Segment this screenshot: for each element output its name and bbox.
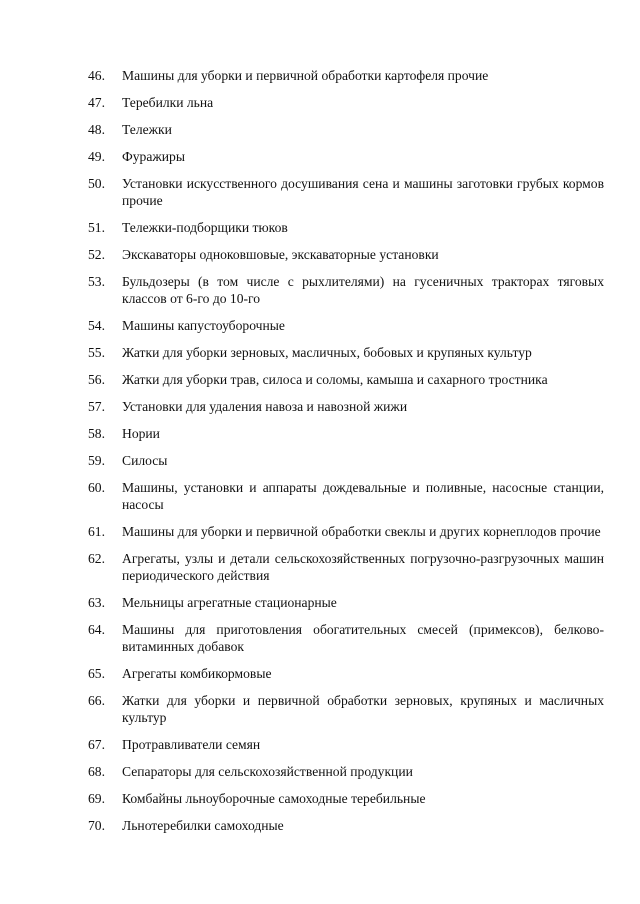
item-text: Экскаваторы одноковшовые, экскаваторные установки [122,247,439,262]
item-number: 59. [88,453,105,468]
list-item [88,148,604,165]
item-number: 52. [88,247,105,262]
item-text: Сепараторы для сельскохозяйственной продукции [122,764,413,779]
list-item [88,452,604,469]
list-item [88,344,604,361]
item-text: Силосы [122,453,168,468]
item-number: 62. [88,551,105,566]
item-text: Бульдозеры (в том числе с рыхлителями) на гусеничных тракторах тяговых классов от 6-го до 10-го [122,274,604,306]
list-item [88,425,604,442]
item-text: Машины капустоуборочные [122,318,285,333]
item-text: Нории [122,426,160,441]
list-item [88,317,604,334]
item-text: Установки для удаления навоза и навозной жижи [122,399,408,414]
list-item [88,523,604,540]
item-number: 65. [88,666,105,681]
list-item [88,594,604,611]
item-number: 53. [88,274,105,289]
item-text: Машины для уборки и первичной обработки картофеля прочие [122,68,489,83]
item-number: 66. [88,693,105,708]
item-text: Льнотеребилки самоходные [122,818,284,833]
list-item [88,121,604,138]
item-text: Протравливатели семян [122,737,261,752]
item-number: 46. [88,68,105,83]
item-text: Жатки для уборки и первичной обработки зерновых, крупяных и масличных культур [122,693,604,725]
item-text: Теребилки льна [122,95,214,110]
list-item [88,692,604,726]
list-item [88,94,604,111]
list-item [88,67,604,84]
item-number: 61. [88,524,105,539]
item-number: 57. [88,399,105,414]
list-item [88,219,604,236]
item-number: 64. [88,622,105,637]
item-text: Жатки для уборки зерновых, масличных, бобовых и крупяных культур [122,345,532,360]
item-number: 47. [88,95,105,110]
list-item [88,621,604,655]
list-item [88,479,604,513]
list-item [88,817,604,834]
item-number: 55. [88,345,105,360]
item-text: Установки искусственного досушивания сена и машины заготовки грубых кормов прочие [122,176,604,208]
list-item [88,550,604,584]
item-number: 67. [88,737,105,752]
item-number: 58. [88,426,105,441]
item-number: 54. [88,318,105,333]
list-item [88,790,604,807]
item-text: Мельницы агрегатные стационарные [122,595,337,610]
list-item [88,246,604,263]
item-text: Тележки [122,122,172,137]
list-item [88,175,604,209]
list-item [88,371,604,388]
item-number: 70. [88,818,105,833]
item-text: Тележки-подборщики тюков [122,220,288,235]
list-item [88,398,604,415]
item-text: Жатки для уборки трав, силоса и соломы, камыша и сахарного тростника [122,372,548,387]
item-text: Машины для уборки и первичной обработки свеклы и других корнеплодов прочие [122,524,601,539]
item-number: 60. [88,480,105,495]
list-item [88,736,604,753]
item-text: Агрегаты комбикормовые [122,666,272,681]
list-item [88,665,604,682]
item-number: 48. [88,122,105,137]
item-number: 56. [88,372,105,387]
item-number: 51. [88,220,105,235]
item-text: Комбайны льноуборочные самоходные теребильные [122,791,426,806]
list-item [88,763,604,780]
item-text: Машины для приготовления обогатительных смесей (примексов), белково-витаминных добавок [122,622,604,654]
item-number: 69. [88,791,105,806]
item-number: 63. [88,595,105,610]
item-number: 50. [88,176,105,191]
item-number: 49. [88,149,105,164]
equipment-list [88,67,604,844]
item-text: Агрегаты, узлы и детали сельскохозяйственных погрузочно-разгрузочных машин периодического действия [122,551,604,583]
item-number: 68. [88,764,105,779]
list-item [88,273,604,307]
item-text: Фуражиры [122,149,185,164]
item-text: Машины, установки и аппараты дождевальные и поливные, насосные станции, насосы [122,480,604,512]
